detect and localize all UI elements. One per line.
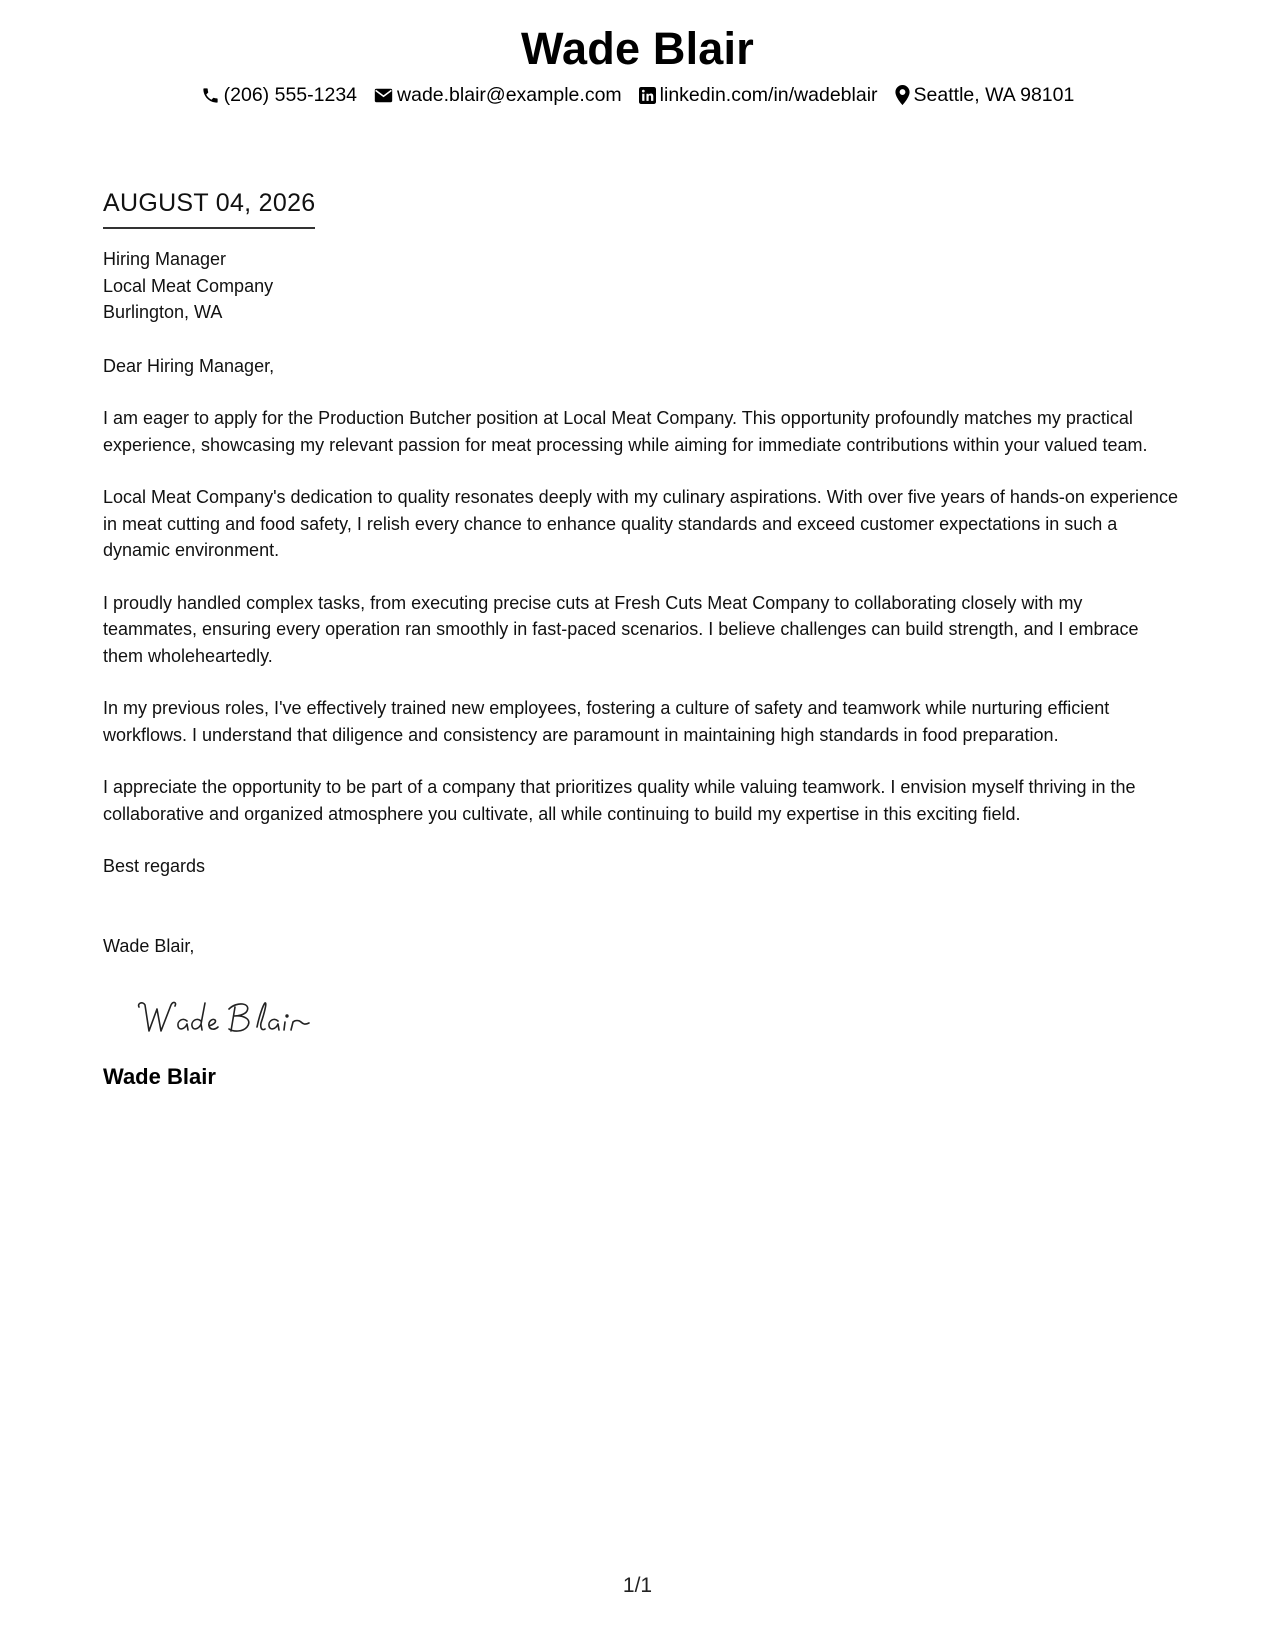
phone-number: (206) 555-1234 xyxy=(223,84,358,106)
location-text: Seattle, WA 98101 xyxy=(913,84,1075,106)
page-number: 1/1 xyxy=(622,1574,653,1597)
envelope-icon xyxy=(374,88,393,103)
letter-header xyxy=(0,22,1275,108)
body-paragraph: I proudly handled complex tasks, from executing precise cuts at Fresh Cuts Meat Company to collaborating closely with my teammates, ensuring every operation ran smoothly in fast-paced scenarios. I believe challenges can build strength, and I embrace them wholeheartedly. xyxy=(103,592,1139,666)
recipient-company: Local Meat Company xyxy=(103,275,274,296)
recipient-block xyxy=(103,246,1178,326)
contact-email xyxy=(374,82,622,108)
recipient-title: Hiring Manager xyxy=(103,249,227,269)
closing-phrase: Best regards xyxy=(103,856,206,876)
contact-linkedin xyxy=(639,82,878,108)
linkedin-url: linkedin.com/in/wadeblair xyxy=(659,84,878,106)
body-paragraph: I am eager to apply for the Production Butcher position at Local Meat Company. This opportunity profoundly matches my practical experience, showcasing my relevant passion for meat processing while aiming for immediate contributions within your valued team. xyxy=(103,408,1148,455)
linkedin-icon xyxy=(639,87,656,104)
contact-phone xyxy=(201,82,357,108)
phone-icon xyxy=(201,86,220,105)
salutation: Dear Hiring Manager, xyxy=(103,355,275,376)
contact-info xyxy=(0,82,1275,108)
handwritten-signature xyxy=(133,993,1178,1041)
signoff-name: Wade Blair, xyxy=(103,935,195,956)
contact-location xyxy=(895,82,1075,108)
applicant-name: Wade Blair xyxy=(521,23,754,74)
printed-name: Wade Blair xyxy=(103,1064,216,1089)
recipient-location: Burlington, WA xyxy=(103,302,223,322)
body-paragraph: Local Meat Company's dedication to quality resonates deeply with my culinary aspirations. With over five years of hands-on experience in meat cutting and food safety, I relish every chance to enhance quality standards and exceed customer expectations in such a dynamic environment. xyxy=(103,487,1178,560)
body-paragraph: I appreciate the opportunity to be part of a company that prioritizes quality while valuing teamwork. I envision myself thriving in the collaborative and organized atmosphere you cultivate, all while continuing to build my expertise in this exciting field. xyxy=(103,777,1136,824)
letter-date: AUGUST 04, 2026 xyxy=(103,186,315,229)
email-address: wade.blair@example.com xyxy=(397,84,622,106)
letter-body xyxy=(103,186,1178,1091)
map-marker-icon xyxy=(895,85,910,105)
body-paragraph: In my previous roles, I've effectively trained new employees, fostering a culture of safety and teamwork while nurturing efficient workflows. I understand that diligence and consistency are paramount in maintaining high standards in food preparation. xyxy=(103,698,1110,745)
